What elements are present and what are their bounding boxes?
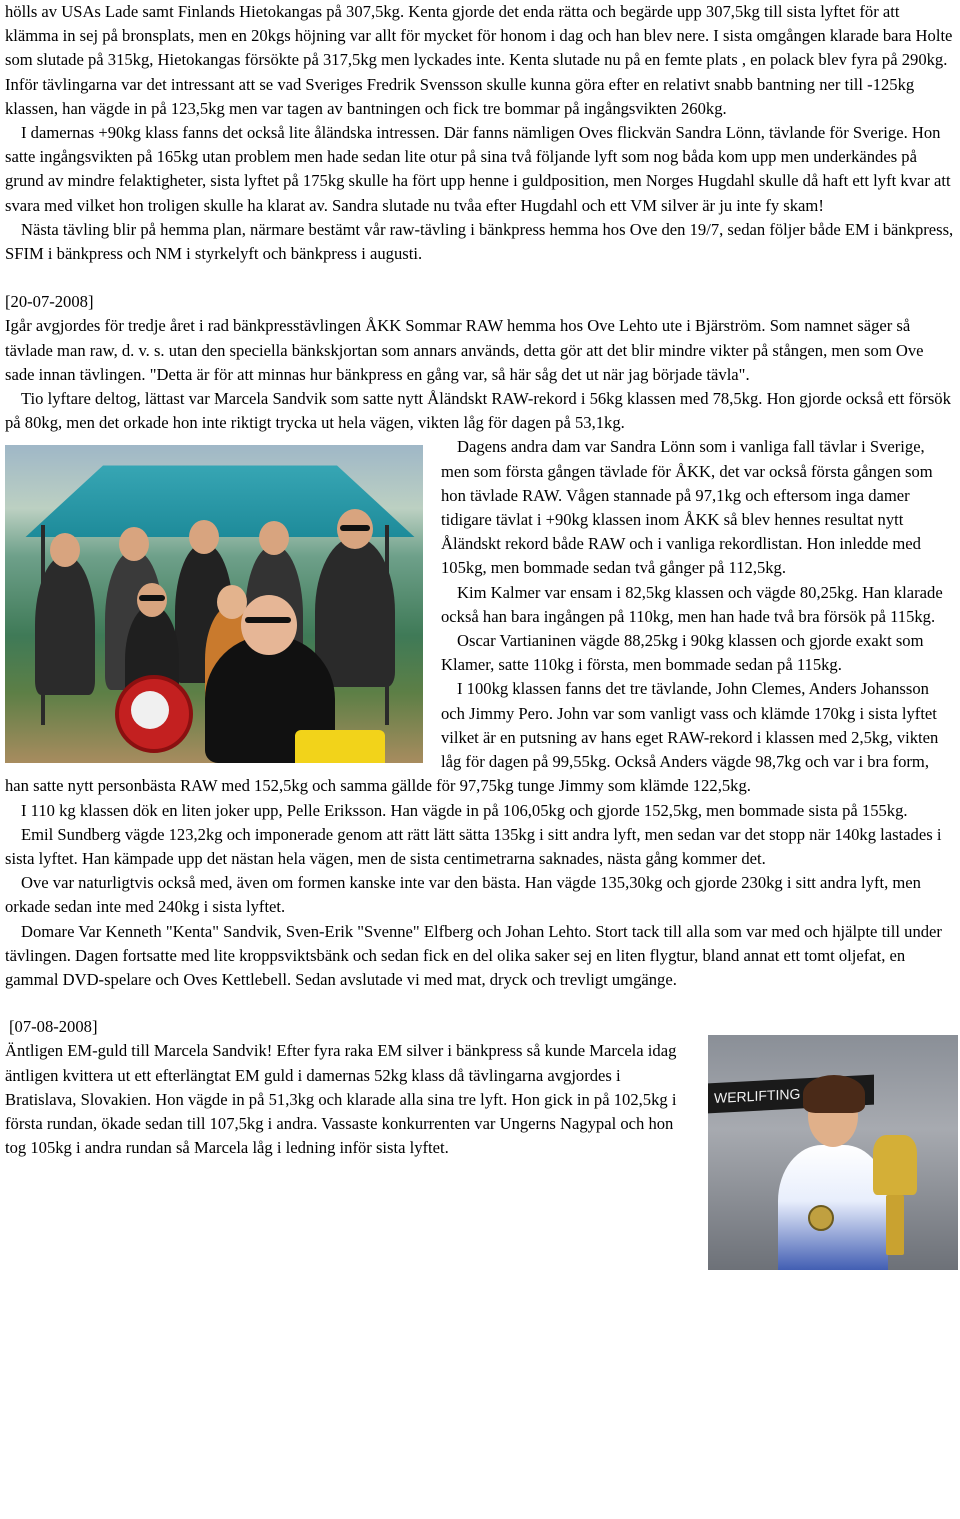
person [315,537,395,687]
sunglasses [245,617,291,623]
photo-banner-text: WERLIFTING [708,1075,874,1114]
intro-paragraph-1: hölls av USAs Lade samt Finlands Hietokangas på 307,5kg. Kenta gjorde det enda rätta och begärde upp 307,5kg till sista lyftet för att klämma in sej på bronsplats, men en 20kgs höjning var allt för mycket för honom i dag och han blev nere. I sista omgången klarade bara Holte som slutade på 315kg, Hietokangas försökte på 317,5kg men lyckades inte. Kenta slutade nu på en femte plats , en polack blev fyra på 290kg. Inför tävlingarna var det intressant att se vad Sveriges Fredrik Svensson skulle kunna göra efter en relativt snabb bantning ner till -125kg klassen, han vägde in på 123,5kg men var tagen av bantningen och fick tre bommar på ingångsvikten 260kg. [5,2,953,118]
sunglasses [139,595,165,601]
trophy-photo [708,1035,958,1270]
photo-text-wrap [5,435,955,677]
athlete-hair [803,1075,865,1113]
section1-after-paragraph-1: I 100kg klassen fanns det tre tävlande, John Clemes, Anders Johansson och Jimmy Pero. John var som vanligt vass och klämde 170kg i sista lyftet vilket är en putsning av hans eget RAW-rekord i klassen med 2,5kg, vikten låg för dagen på 99,55kg. Också Anders vägde 98,7kg och var i bra form, han satte nytt personbästa RAW med 152,5kg och samma gällde för 97,75kg tunge Jimmy som klämde 122,5kg. [5,679,939,796]
wrap-paragraph-1: Dagens andra dam var Sandra Lönn som i vanliga fall tävlar i Sverige, men som första gången tävlade för ÅKK, det var också första gången som hon tävlade RAW. Vågen stannade på 97,1kg och eftersom inga damer tidigare tävlat i +90kg klassen inom ÅKK så blev hennes resultat nytt Åländskt rekord både RAW och i vanliga rekordlistan. Hon inledde med 105kg, men bommade sedan två gånger på 112,5kg. [441,437,933,578]
athlete-body [778,1145,888,1270]
yellow-shorts [295,730,385,763]
section1-paragraph-2: Tio lyftare deltog, lättast var Marcela Sandvik som satte nytt Åländskt RAW-rekord i 56kg klassen med 78,5kg. Hon gjorde också ett försök på 80kg, men det orkade hon inte riktigt trycka ut hela vägen, vikten låg för dagen på 53,1kg. [5,389,951,433]
section1-after-paragraph-5: Domare Var Kenneth "Kenta" Sandvik, Sven-Erik "Svenne" Elfberg och Johan Lehto. Stort tack till alla som var med och hjälpte till under tävlingen. Dagen fortsatte med lite kroppsviktsbänk och sedan fick en del olika saker sej en liten flygtur, bland annat ett tomt oljefat, en gammal DVD-spelare och Oves Kettlebell. Sedan avslutade vi med mat, dryck och trevligt umgänge. [5,921,942,989]
intro-paragraph-2: I damernas +90kg klass fanns det också lite åländska intressen. Där fanns nämligen Oves flickvän Sandra Lönn, tävlande för Sverige. Hon satte ingångsvikten på 165kg utan problem men hade sedan lite otur på sina två följande lyft som nog båda kom upp men underkändes på grund av mindre felaktigheter, sista lyftet på 175kg skulle ha fört upp henne i guldposition, men Norges Hugdahl skulle då haft ett lyft kvar att svara med vilket hon troligen skulle ha klarat av. Sandra slutade nu tvåa efter Hugdahl och ett VM silver är ju inte fy skam! [5,123,951,215]
medal [808,1205,834,1231]
wrap-paragraph-3: Oscar Vartianinen vägde 88,25kg i 90kg klassen och gjorde exakt som Klamer, satte 110kg i första, men bommade sedan på 115kg. [441,631,924,675]
section1-after-paragraph-2: I 110 kg klassen dök en liten joker upp, Pelle Eriksson. Han vägde in på 106,05kg och gjorde 152,5kg, men bommade sista på 155kg. [21,800,908,820]
section2-wrap [5,1015,955,1160]
section-date-07-08-2008: [07-08-2008] [9,1017,98,1037]
person [35,555,95,695]
section1-paragraph-1: Igår avgjordes för tredje året i rad bänkpresstävlingen ÅKK Sommar RAW hemma hos Ove Lehto ute i Bjärström. Som namnet säger så tävlade man raw, d. v. s. utan den speciella bänkskjortan som annars används, detta gör att det blir mindre vikter på stången, men som Ove sade innan tävlingen. "Detta är för att minnas hur bänkpress en gång var, så här såg det ut när jag började tävla". [5,316,924,384]
section1-after-paragraph-3: Emil Sundberg vägde 123,2kg och imponerade genom att rätt lätt sätta 135kg i sitt andra lyft, men sedan var det stopp när 140kg lastades i sista lyftet. Han kämpade upp det nästan hela vägen, men de sista centimetrarna saknades, nästa gång kommer det. [5,824,942,868]
trophy-cup [873,1135,917,1195]
group-photo [5,445,423,763]
article-page [5,0,955,1270]
trophy-stem [886,1195,904,1255]
intro-paragraph-3: Nästa tävling blir på hemma plan, närmare bestämt vår raw-tävling i bänkpress hemma hos Ove den 19/7, sedan följer både EM i bänkpress, SFIM i bänkpress och NM i styrkelyft och bänkpress i augusti. [5,219,954,264]
section-date-20-07-2008: [20-07-2008] [5,292,94,312]
sunglasses [340,525,370,531]
section2-paragraph: Äntligen EM-guld till Marcela Sandvik! Efter fyra raka EM silver i bänkpress så kunde Marcela idag äntligen kvittera ut ett efterlängtat EM guld i damernas 52kg klass då tävlingarna avgjordes i Bratislava, Slovakien. Hon vägde in på 51,3kg och klarade alla sina tre lyft. Hon gick in på 102,5kg i första rundan, ökade sedan till 107,5kg i andra. Vassaste konkurrenten var Ungerns Nagypal och hon tog 105kg i andra rundan så Marcela låg i ledning inför sista lyftet. [5,1041,677,1158]
section1-after-paragraph-4: Ove var naturligtvis också med, även om formen kanske inte var den bästa. Han vägde 135,30kg och gjorde 230kg i sitt andra lyft, men orkade sedan inte med 240kg i sista lyftet. [5,873,921,917]
wrap-paragraph-2: Kim Kalmer var ensam i 82,5kg klassen och vägde 80,25kg. Han klarade också han bara ingången på 110kg, men han hade två bra försök på 115kg. [441,582,943,626]
